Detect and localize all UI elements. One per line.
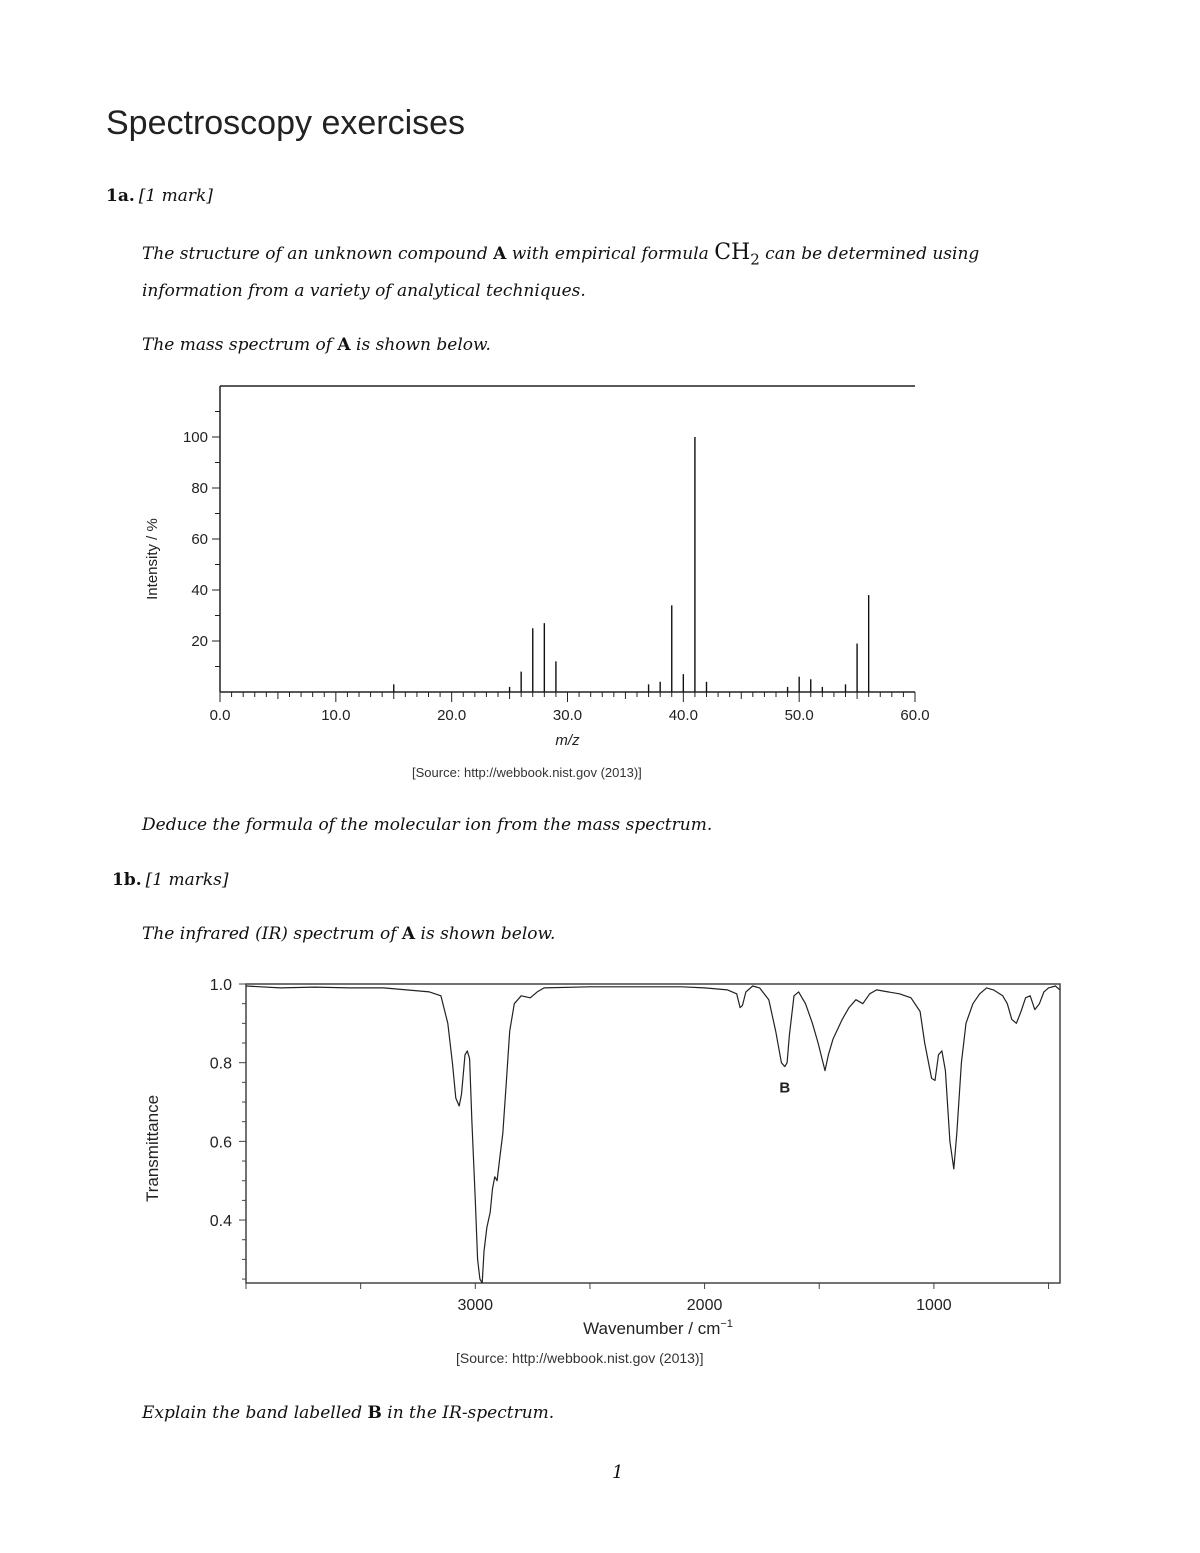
ms-x-axis-label: m/z bbox=[555, 732, 580, 749]
question-number: 1a. bbox=[106, 186, 135, 206]
ir-y-tick-label: 0.4 bbox=[209, 1213, 232, 1231]
ms-x-tick-label: 20.0 bbox=[437, 707, 467, 724]
band-label: B bbox=[367, 1403, 382, 1423]
ir-y-axis-label: Transmittance bbox=[143, 1094, 162, 1203]
formula-subscript: 2 bbox=[750, 250, 760, 269]
ir-x-axis-label-superscript: −1 bbox=[720, 1318, 733, 1330]
ms-y-tick-label: 100 bbox=[182, 429, 208, 446]
ir-intro-text: is shown below. bbox=[415, 924, 556, 944]
mass-spectrum-source: [Source: http://webbook.nist.gov (2013)] bbox=[412, 765, 642, 780]
ir-y-tick-label: 0.6 bbox=[209, 1134, 232, 1152]
ms-intro-text: is shown below. bbox=[350, 335, 491, 355]
intro-line-2: information from a variety of analytical techniques. bbox=[142, 281, 586, 301]
ir-x-tick-label: 3000 bbox=[457, 1297, 494, 1314]
ms-y-tick-label: 80 bbox=[191, 480, 208, 497]
question-1b-text bbox=[142, 1403, 554, 1423]
ms-x-tick-label: 10.0 bbox=[321, 707, 351, 724]
ir-x-axis-label-text: Wavenumber / cm bbox=[583, 1319, 721, 1338]
question-text: in the IR-spectrum. bbox=[381, 1403, 555, 1423]
compound-label: A bbox=[401, 924, 416, 944]
ms-x-tick-label: 50.0 bbox=[784, 707, 814, 724]
ir-spectrum-source: [Source: http://webbook.nist.gov (2013)] bbox=[456, 1350, 704, 1366]
ms-intro-text: The mass spectrum of bbox=[142, 335, 338, 355]
ir-plot-frame bbox=[246, 984, 1060, 1283]
question-text: Explain the band labelled bbox=[142, 1403, 368, 1423]
ir-band-label: B bbox=[779, 1079, 791, 1097]
ir-y-tick-label: 0.8 bbox=[209, 1055, 232, 1073]
question-marks: [1 marks] bbox=[145, 870, 229, 890]
question-marks: [1 mark] bbox=[138, 186, 213, 206]
ir-x-tick-label: 1000 bbox=[916, 1297, 952, 1314]
empirical-formula bbox=[714, 240, 760, 269]
ms-y-tick-label: 20 bbox=[191, 633, 208, 650]
ir-x-tick-label: 2000 bbox=[686, 1297, 723, 1314]
ms-y-tick-label: 40 bbox=[191, 582, 208, 599]
mass-spectrum-intro bbox=[142, 335, 491, 355]
ms-x-tick-label: 60.0 bbox=[900, 707, 930, 724]
ms-y-tick-label: 60 bbox=[191, 531, 208, 548]
page-title: Spectroscopy exercises bbox=[106, 104, 466, 142]
ir-spectrum-intro bbox=[142, 924, 555, 944]
question-1a-header bbox=[106, 186, 213, 206]
page-number: 1 bbox=[612, 1462, 624, 1483]
ir-spectrum-chart bbox=[0, 960, 1200, 1350]
question-number: 1b. bbox=[112, 870, 142, 890]
ir-y-tick-label: 1.0 bbox=[209, 977, 232, 994]
question-1a-text: Deduce the formula of the molecular ion from the mass spectrum. bbox=[142, 815, 713, 835]
ir-x-axis-label bbox=[583, 1318, 733, 1338]
compound-label: A bbox=[493, 244, 507, 264]
intro-text: with empirical formula bbox=[506, 244, 715, 264]
formula-main: CH bbox=[714, 240, 751, 265]
ms-x-tick-label: 40.0 bbox=[668, 707, 698, 724]
ms-y-axis-label: Intensity / % bbox=[144, 518, 161, 600]
intro-line-1 bbox=[142, 240, 979, 268]
mass-spectrum-chart bbox=[0, 370, 1200, 790]
ir-series-line bbox=[246, 986, 1060, 1283]
question-1b-header bbox=[112, 870, 229, 890]
ir-intro-text: The infrared (IR) spectrum of bbox=[142, 924, 402, 944]
intro-text: can be determined using bbox=[759, 244, 980, 264]
intro-text: The structure of an unknown compound bbox=[142, 244, 494, 264]
ms-x-tick-label: 30.0 bbox=[552, 707, 583, 724]
ms-x-tick-label: 0.0 bbox=[209, 707, 231, 724]
compound-label: A bbox=[337, 335, 351, 355]
